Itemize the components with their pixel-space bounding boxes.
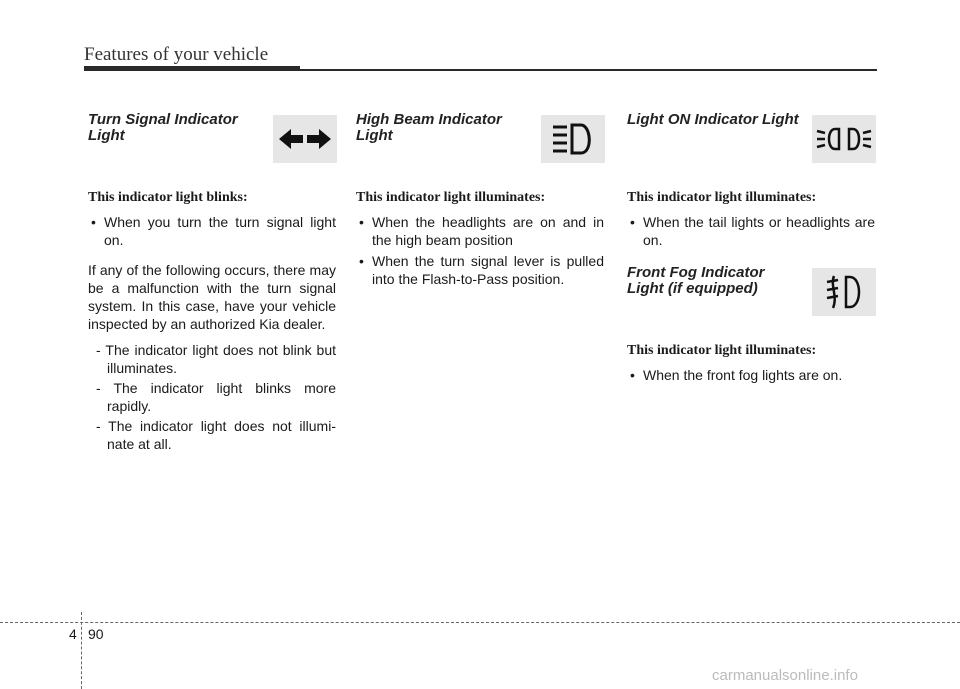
list-item: • When you turn the turn signal light on. [88, 213, 336, 249]
turn-signal-lead: This indicator light blinks: [88, 190, 248, 205]
footer-vertical-divider [81, 612, 82, 689]
front-fog-title: Front Fog Indicator Light (if equipped) [627, 264, 765, 297]
light-on-title: Light ON Indicator Light [627, 111, 799, 128]
list-item: - The indicator light does not illumi-nate at all. [96, 417, 336, 453]
list-item: - The indicator light does not blink but illuminates. [96, 341, 336, 377]
page-number: 90 [88, 626, 104, 642]
front-fog-icon [824, 274, 864, 310]
list-item: • When the front fog lights are on. [627, 366, 875, 384]
chapter-number: 4 [69, 626, 77, 642]
light-on-icon [815, 126, 873, 152]
high-beam-title: High Beam Indicator Light [356, 111, 502, 144]
front-fog-icon-box [812, 268, 876, 316]
list-item: • When the headlights are on and in the high beam position [356, 213, 604, 249]
header-rule-thin [300, 69, 877, 71]
turn-signal-section [88, 110, 336, 455]
header-rule-thick [84, 66, 300, 71]
high-beam-icon [551, 122, 595, 156]
turn-signal-arrows-icon [277, 127, 333, 151]
front-fog-section [627, 265, 875, 384]
light-on-lead: This indicator light illuminates: [627, 190, 817, 205]
light-on-section [627, 110, 875, 396]
high-beam-lead: This indicator light illuminates: [356, 190, 546, 205]
front-fog-lead: This indicator light illuminates: [627, 343, 817, 358]
turn-signal-icon-box [273, 115, 337, 163]
header-title: Features of your vehicle [84, 44, 269, 65]
light-on-icon-box [812, 115, 876, 163]
turn-signal-title: Turn Signal Indicator Light [88, 111, 238, 144]
turn-signal-paragraph: If any of the following occurs, there may be a malfunction with the turn signal system. In this case, have your vehicle inspected by an authorized Kia dealer. [88, 262, 336, 332]
footer-divider [0, 622, 960, 623]
high-beam-section [356, 110, 604, 300]
list-item: - The indicator light blinks more rapidly. [96, 379, 336, 415]
watermark: carmanualsonline.info [712, 667, 858, 684]
list-item: • When the tail lights or headlights are on. [627, 213, 875, 249]
high-beam-icon-box [541, 115, 605, 163]
list-item: • When the turn signal lever is pulled into the Flash-to-Pass position. [356, 252, 604, 288]
